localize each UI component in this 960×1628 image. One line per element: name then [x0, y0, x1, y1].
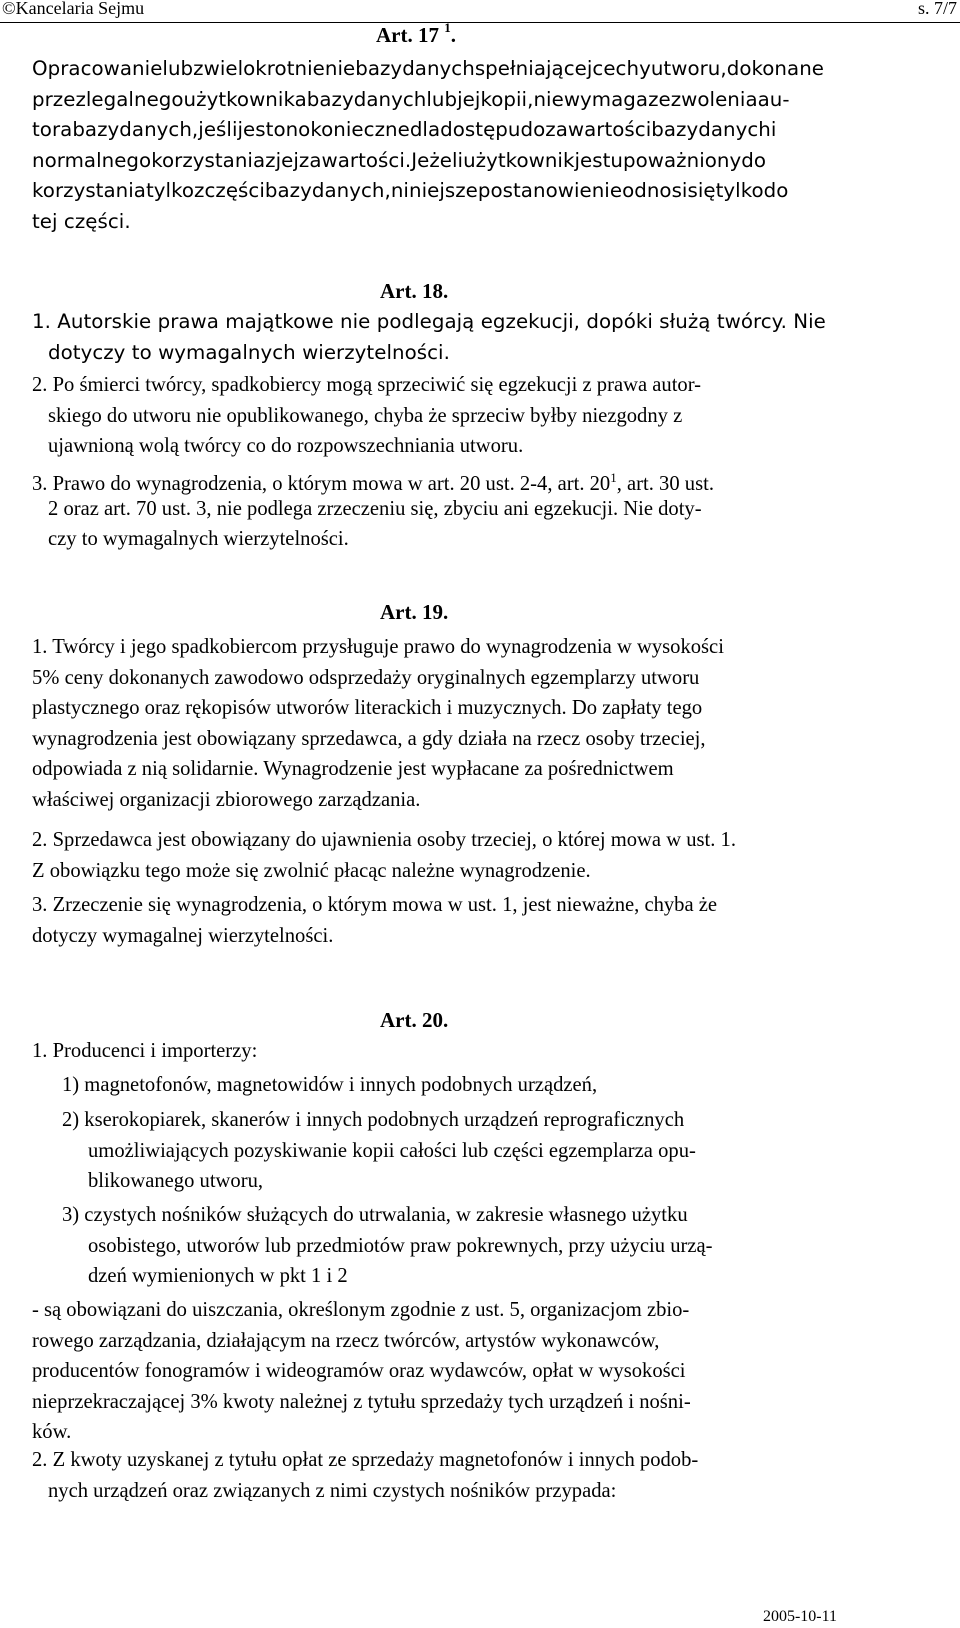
text-line: plastycznego oraz rękopisów utworów literackich i muzycznych. Do zapłaty tego: [32, 697, 703, 719]
footer-date: 2005-10-11: [762, 1608, 837, 1625]
text-line: odpowiada z nią solidarnie. Wynagrodzenie jest wypłacane za pośrednictwem: [32, 758, 674, 780]
text-line: czy to wymagalnych wierzytelności.: [48, 528, 349, 550]
article-17-1-title: Art. 17 $^1$.: [376, 20, 456, 47]
article-20-title: Art. 20.: [380, 1008, 449, 1032]
text-line: normalnegokorzystaniazjejzawartości.Jeżeliużytkownikjestupoważnionydo: [32, 148, 766, 172]
text-line: blikowanego utworu,: [88, 1170, 264, 1192]
text-line: 1. Autorskie prawa majątkowe nie podlegają egzekucji, dopóki służą twórcy. Nie: [32, 310, 826, 333]
article-20-item-2: [62, 1105, 838, 1197]
text-line: - są obowiązani do uiszczania, określonym zgodnie z ust. 5, organizacjom zbio-: [32, 1299, 690, 1321]
article-20-intro: [32, 1036, 838, 1067]
text-line: 3. Zrzeczenie się wynagrodzenia, o którym mowa w ust. 1, jest nieważne, chyba że: [32, 894, 718, 916]
text-line: Opracowanielubzwielokrotnieniebazydanychspełniającejcechyutworu,dokonane: [32, 57, 824, 80]
text-line: Z obowiązku tego może się zwolnić płacąc należne wynagrodzenie.: [32, 859, 591, 882]
article-19-paragraph-1: [32, 632, 838, 815]
text-line: ujawnioną wolą twórcy co do rozpowszechniania utworu.: [48, 435, 524, 457]
page-number: s. 7/7: [917, 0, 957, 18]
text-line: korzystaniatylkozczęścibazydanych,niniejszepostanowienieodnosisiętylkodo: [32, 179, 789, 202]
header-source: ©Kancelaria Sejmu: [2, 0, 145, 18]
text-line: wynagrodzenia jest obowiązany sprzedawca, a gdy działa na rzecz osoby trzeciej,: [32, 727, 706, 750]
text-line: dotyczy to wymagalnych wierzytelności.: [48, 340, 450, 364]
article-18-title: Art. 18.: [380, 279, 449, 303]
text-line: 2. Sprzedawca jest obowiązany do ujawnienia osoby trzeciej, o której mowa w ust. 1.: [32, 829, 736, 851]
text-line: przezlegalnegoużytkownikabazydanychlubjejkopii,niewymagazezwoleniaau-: [32, 87, 790, 111]
text-line: 1. Twórcy i jego spadkobiercom przysługuje prawo do wynagrodzenia w wysokości: [32, 636, 724, 658]
text-line: 1) magnetofonów, magnetowidów i innych podobnych urządzeń,: [62, 1074, 598, 1096]
text-line: 2 oraz art. 70 ust. 3, nie podlega zrzeczeniu się, zbyciu ani egzekucji. Nie doty-: [48, 497, 702, 520]
article-18-paragraph-1: [32, 307, 838, 368]
text-line: 2) kserokopiarek, skanerów i innych podobnych urządzeń reprograficznych: [62, 1109, 685, 1131]
text-line: skiego do utworu nie opublikowanego, chyba że sprzeciw byłby niezgodny z: [48, 404, 683, 427]
article-19-title: Art. 19.: [380, 600, 449, 624]
article-18-paragraph-3: 3. Prawo do wynagrodzenia, o którym mowa w art. 20 ust. 2-4, art. $20^1$, art. 30 ust. 2 oraz art. 70 ust. 3, nie podlega zrzeczeniu się, zbyciu ani egzekucji. Nie doty- czy to wymagalnych wierzytelności.: [32, 463, 838, 555]
text-line: 3) czystych nośników służących do utrwalania, w zakresie własnego użytku: [62, 1204, 688, 1226]
article-20-item-1: [62, 1070, 838, 1101]
text-line: nieprzekraczającej 3% kwoty należnej z tytułu sprzedaży tych urządzeń i nośni-: [32, 1390, 691, 1413]
article-19-paragraph-2: [32, 825, 838, 886]
text-line: 1. Producenci i importerzy:: [32, 1040, 258, 1062]
text-line: 2. Z kwoty uzyskanej z tytułu opłat ze sprzedaży magnetofonów i innych podob-: [32, 1449, 699, 1471]
text-line: 5% ceny dokonanych zawodowo odsprzedaży oryginalnych egzemplarzy utworu: [32, 666, 700, 689]
article-19-paragraph-3: [32, 890, 838, 951]
article-18-paragraph-2: [32, 370, 838, 462]
article-20-paragraph-2: [32, 1445, 838, 1506]
text-line: właściwej organizacji zbiorowego zarządzania.: [32, 788, 421, 811]
text-line: producentów fonogramów i wideogramów oraz wydawców, opłat w wysokości: [32, 1360, 686, 1382]
article-20-item-3: [62, 1200, 838, 1292]
header-rule: [0, 22, 960, 23]
text-line: rowego zarządzania, działającym na rzecz twórców, artystów wykonawców,: [32, 1329, 660, 1352]
text-line: nych urządzeń oraz związanych z nimi czystych nośników przypada:: [48, 1479, 617, 1502]
text-line: ków.: [32, 1421, 72, 1443]
text-line: dzeń wymienionych w pkt 1 i 2: [88, 1265, 348, 1287]
text-line: 2. Po śmierci twórcy, spadkobiercy mogą sprzeciwić się egzekucji z prawa autor-: [32, 374, 702, 396]
text-line: tej części.: [32, 209, 131, 233]
text-line: dotyczy wymagalnej wierzytelności.: [32, 924, 334, 947]
text-line: osobistego, utworów lub przedmiotów praw pokrewnych, przy użyciu urzą-: [88, 1234, 713, 1257]
text-line: umożliwiających pozyskiwanie kopii całości lub części egzemplarza opu-: [88, 1139, 696, 1162]
article-17-1-text: [32, 54, 838, 237]
article-20-dash-clause: [32, 1295, 838, 1448]
text-line: torabazydanych,jeślijestonokoniecznedladostępudozawartościbazydanychi: [32, 118, 777, 141]
